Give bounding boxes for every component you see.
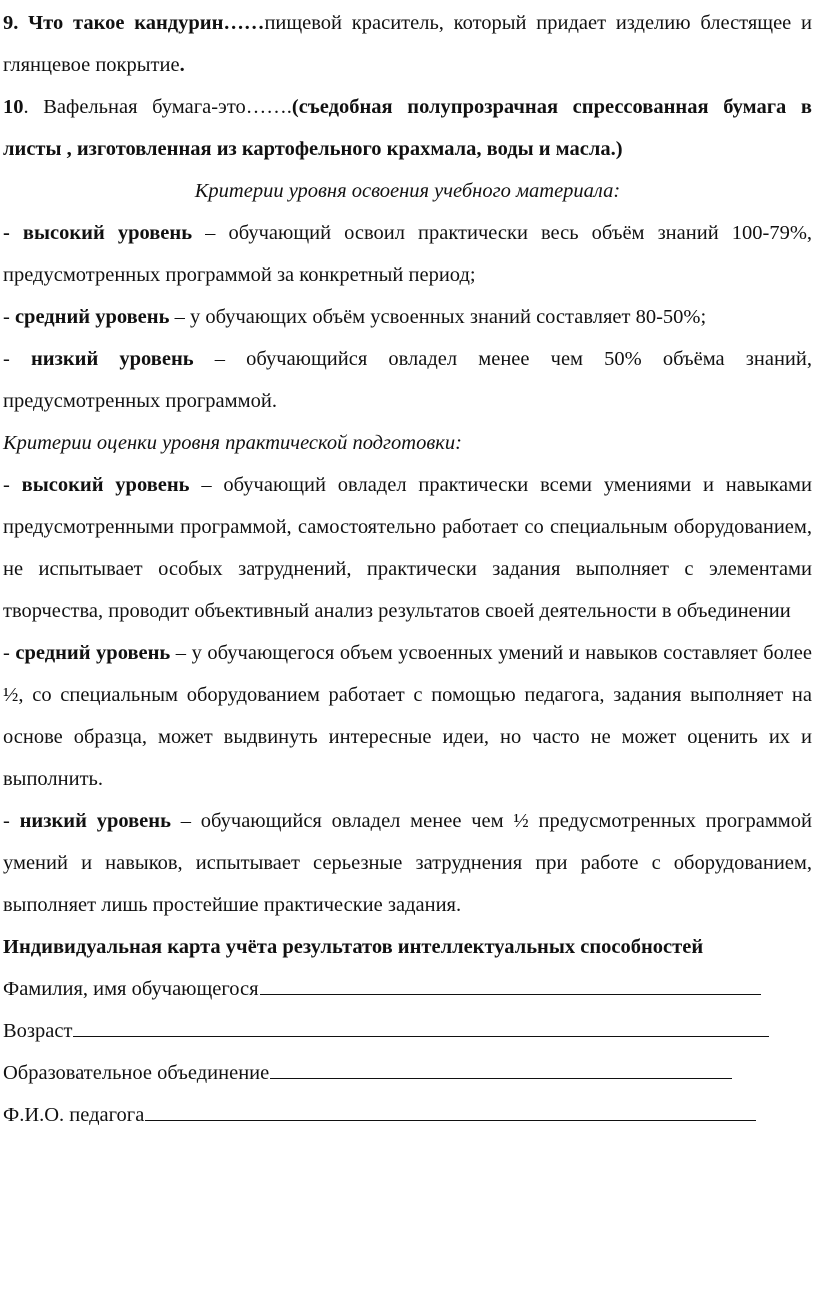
age-label: Возраст [3,1020,73,1042]
theory-high-level [3,212,812,296]
theory-high-text: – обучающий освоил практически весь объём знаний 100-79%, предусмотренных программой за конкретный период; [3,222,813,286]
question-10 [3,86,812,170]
practice-medium-level [3,632,812,800]
question-9-prompt: 9. Что такое кандурин…… [3,12,265,34]
theory-low-text: – обучающийся овладел менее чем 50% объёма знаний, предусмотренных программой. [3,348,812,412]
question-9-answer: пищевой краситель, который придает изделию блестящее и глянцевое покрытие [3,12,813,76]
age-blank[interactable] [73,1010,769,1037]
student-name-label: Фамилия, имя обучающегося [3,978,259,1000]
practice-low-label: низкий уровень [19,810,171,832]
association-blank[interactable] [270,1052,732,1079]
practice-high-prefix: - [3,474,22,496]
practice-high-label: высокий уровень [21,474,190,496]
theory-low-label: низкий уровень [30,348,194,370]
theory-medium-text: – у обучающих объём усвоенных знаний составляет 80-50%; [169,306,707,328]
question-9 [3,0,812,86]
student-name-field[interactable] [3,968,812,1010]
theory-high-prefix: - [3,222,23,244]
teacher-label: Ф.И.О. педагога [3,1104,145,1126]
question-9-end: . [179,54,185,76]
question-10-answer: (съедобная полупрозрачная спрессованная бумага в листы , изготовленная из картофельного крахмала, воды и масла.) [3,96,812,160]
theory-medium-prefix: - [3,306,15,328]
association-label: Образовательное объединение [3,1062,270,1084]
association-field[interactable] [3,1052,812,1094]
theory-medium-label: средний уровень [14,306,170,328]
theory-low-prefix: - [3,348,31,370]
age-field[interactable] [3,1010,812,1052]
practice-low-text: – обучающийся овладел менее чем ½ предусмотренных программой умений и навыков, испытывает серьезные затруднения при работе с оборудованием, выполняет лишь простейшие практические задания. [3,810,813,916]
practice-medium-prefix: - [3,642,16,664]
question-10-number: 10 [3,96,24,118]
card-title [3,926,812,968]
practice-medium-label: средний уровень [15,642,171,664]
question-10-prompt: . Вафельная бумага-это……. [23,96,292,118]
theory-criteria-heading: Критерии уровня освоения учебного материала: [194,180,621,202]
practice-low-prefix: - [3,810,20,832]
theory-high-label: высокий уровень [22,222,193,244]
theory-low-level [3,338,812,422]
practice-low-level [3,800,812,926]
teacher-field[interactable] [3,1094,812,1136]
practice-high-level [3,464,812,632]
practice-criteria-heading: Критерии оценки уровня практической подготовки: [3,432,462,454]
practice-medium-text: – у обучающегося объем усвоенных умений и навыков составляет более ½, со специальным оборудованием работает с помощью педагога, задания выполняет на основе образца, может выдвинуть интересные идеи, но часто не может оценить их и выполнить. [3,642,812,790]
teacher-blank[interactable] [145,1094,756,1121]
student-name-blank[interactable] [260,968,761,995]
theory-medium-level [3,296,812,338]
practice-high-text: – обучающий овладел практически всеми умениями и навыками предусмотренными программой, самостоятельно работает со специальным оборудованием, не испытывает особых затруднений, практически задания выполняет с элементами творчества, проводит объективный анализ результатов своей деятельности в объединении [3,474,812,622]
card-title-text: Индивидуальная карта учёта результатов интеллектуальных способностей [3,936,704,958]
